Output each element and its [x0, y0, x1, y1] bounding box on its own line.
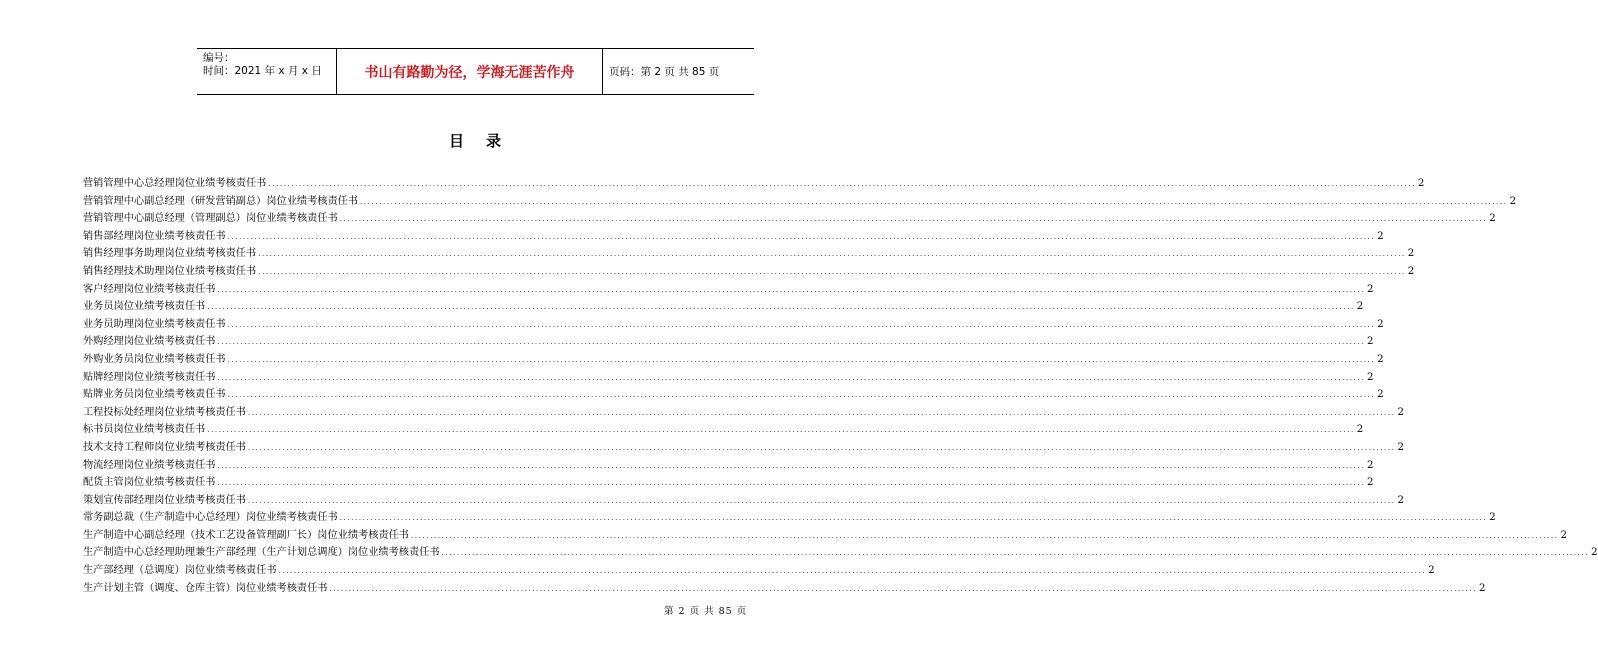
toc-entry[interactable]: [83, 508, 1496, 526]
toc-entry-page: 2: [1377, 318, 1384, 330]
toc-leader-dots: ............................................................................................................................................................................................................................................................................................................: [217, 461, 1365, 470]
toc-entry-page: 2: [1366, 283, 1374, 295]
toc-entry-label: 外购经理岗位业绩考核责任书: [83, 336, 216, 348]
toc-leader-dots: ............................................................................................................................................................................................................................................................................................................: [339, 215, 1488, 224]
toc-leader-dots: ............................................................................................................................................................................................................................................................................................................: [258, 267, 1406, 276]
toc-leader-dots: ............................................................................................................................................................................................................................................................................................................: [227, 232, 1376, 241]
toc-entry-page: 2: [1366, 477, 1374, 489]
toc-entry[interactable]: [83, 209, 1496, 227]
toc-entry-page: 2: [1417, 178, 1425, 189]
toc-entry-label: 工程投标处经理岗位业绩考核责任书: [83, 406, 246, 418]
toc-entry[interactable]: [83, 350, 1384, 368]
toc-leader-dots: ............................................................................................................................................................................................................................................................................................................: [248, 496, 1396, 505]
toc-entry-label: 贴牌经理岗位业绩考核责任书: [83, 371, 216, 383]
table-of-contents: [83, 174, 1598, 596]
header-meta: [197, 49, 337, 94]
toc-entry[interactable]: [83, 280, 1374, 298]
toc-entry-label: 营销管理中心总经理岗位业绩考核责任书: [83, 178, 267, 189]
toc-entry-label: 标书员岗位业绩考核责任书: [83, 424, 206, 436]
header-page-info: 页码：第 2 页 共 85 页: [609, 66, 720, 78]
toc-leader-dots: ............................................................................................................................................................................................................................................................................................................: [207, 426, 1355, 435]
page-footer: 第 2 页 共 85 页: [664, 606, 748, 617]
toc-leader-dots: ............................................................................................................................................................................................................................................................................................................: [248, 443, 1396, 452]
toc-leader-dots: ............................................................................................................................................................................................................................................................................................................: [339, 514, 1488, 523]
toc-entry-label: 生产计划主管（调度、仓库主管）岗位业绩考核责任书: [83, 582, 328, 594]
toc-entry[interactable]: [83, 174, 1425, 192]
toc-leader-dots: ............................................................................................................................................................................................................................................................................................................: [441, 549, 1590, 558]
toc-entry-page: 2: [1377, 389, 1384, 401]
toc-entry-label: 业务员岗位业绩考核责任书: [83, 301, 206, 313]
toc-entry-label: 常务副总裁（生产制造中心总经理）岗位业绩考核责任书: [83, 512, 338, 524]
toc-entry[interactable]: [83, 368, 1374, 386]
toc-entry[interactable]: [83, 473, 1374, 491]
toc-leader-dots: ............................................................................................................................................................................................................................................................................................................: [329, 584, 1478, 593]
toc-entry-page: 2: [1560, 529, 1568, 541]
toc-entry-page: 2: [1356, 424, 1364, 436]
toc-entry-page: 2: [1397, 441, 1405, 453]
toc-entry-label: 客户经理岗位业绩考核责任书: [83, 283, 216, 295]
toc-leader-dots: ............................................................................................................................................................................................................................................................................................................: [207, 303, 1355, 312]
toc-entry-label: 策划宣传部经理岗位业绩考核责任书: [83, 494, 246, 506]
toc-leader-dots: ............................................................................................................................................................................................................................................................................................................: [278, 567, 1427, 576]
toc-entry[interactable]: [83, 227, 1384, 245]
toc-entry-page: 2: [1397, 494, 1405, 506]
header-motto: 书山有路勤为径，学海无涯苦作舟: [337, 49, 603, 94]
toc-entry[interactable]: [83, 332, 1374, 350]
toc-entry[interactable]: [83, 561, 1435, 579]
toc-entry-label: 营销管理中心副总经理（管理副总）岗位业绩考核责任书: [83, 213, 338, 225]
toc-leader-dots: ............................................................................................................................................................................................................................................................................................................: [268, 180, 1416, 188]
toc-entry-label: 外购业务员岗位业绩考核责任书: [83, 353, 226, 365]
toc-entry-page: 2: [1407, 265, 1415, 277]
toc-entry[interactable]: [83, 420, 1364, 438]
toc-leader-dots: ............................................................................................................................................................................................................................................................................................................: [217, 373, 1365, 382]
page-title: 目录: [448, 132, 523, 150]
toc-entry-label: 技术支持工程师岗位业绩考核责任书: [83, 441, 246, 453]
toc-leader-dots: ............................................................................................................................................................................................................................................................................................................: [227, 320, 1376, 329]
toc-entry[interactable]: [83, 315, 1384, 333]
toc-entry-label: 贴牌业务员岗位业绩考核责任书: [83, 389, 226, 401]
page-header: [197, 48, 754, 95]
toc-entry[interactable]: [83, 403, 1405, 421]
toc-leader-dots: ............................................................................................................................................................................................................................................................................................................: [217, 479, 1365, 488]
toc-entry[interactable]: [83, 491, 1405, 509]
toc-entry-label: 生产制造中心总经理助理兼生产部经理（生产计划总调度）岗位业绩考核责任书: [83, 547, 440, 559]
toc-leader-dots: ............................................................................................................................................................................................................................................................................................................: [258, 250, 1406, 259]
toc-entry-label: 销售部经理岗位业绩考核责任书: [83, 230, 226, 242]
toc-entry-page: 2: [1489, 512, 1496, 524]
document-number-label: 编号：: [203, 52, 235, 64]
toc-entry-page: 2: [1366, 459, 1374, 471]
toc-entry-page: 2: [1407, 248, 1415, 260]
toc-leader-dots: ............................................................................................................................................................................................................................................................................................................: [217, 338, 1365, 347]
toc-entry-page: 2: [1377, 230, 1384, 242]
toc-entry-label: 营销管理中心副总经理（研发营销副总）岗位业绩考核责任书: [83, 195, 359, 207]
document-date: 时间：2021 年 x 月 x 日: [203, 65, 322, 77]
toc-entry-label: 销售经理事务助理岗位业绩考核责任书: [83, 248, 257, 260]
toc-entry[interactable]: [83, 543, 1598, 561]
toc-entry-page: 2: [1489, 213, 1496, 225]
toc-entry-label: 销售经理技术助理岗位业绩考核责任书: [83, 265, 257, 277]
toc-entry-page: 2: [1397, 406, 1405, 418]
toc-entry-page: 2: [1479, 582, 1486, 594]
toc-entry-label: 业务员助理岗位业绩考核责任书: [83, 318, 226, 330]
toc-entry-page: 2: [1356, 301, 1364, 313]
toc-entry-label: 物流经理岗位业绩考核责任书: [83, 459, 216, 471]
toc-entry[interactable]: [83, 456, 1374, 474]
toc-entry[interactable]: [83, 262, 1415, 280]
toc-entry-label: 配货主管岗位业绩考核责任书: [83, 477, 216, 489]
toc-entry[interactable]: [83, 244, 1415, 262]
toc-entry-page: 2: [1428, 565, 1435, 577]
toc-entry-page: 2: [1509, 195, 1517, 207]
toc-entry[interactable]: [83, 579, 1486, 597]
toc-leader-dots: ............................................................................................................................................................................................................................................................................................................: [217, 285, 1365, 294]
toc-entry-page: 2: [1591, 547, 1598, 559]
toc-entry[interactable]: [83, 192, 1517, 210]
toc-leader-dots: ............................................................................................................................................................................................................................................................................................................: [227, 355, 1376, 364]
toc-entry[interactable]: [83, 385, 1384, 403]
toc-entry-page: 2: [1366, 371, 1374, 383]
toc-leader-dots: ............................................................................................................................................................................................................................................................................................................: [227, 391, 1376, 400]
toc-entry-page: 2: [1366, 336, 1374, 348]
toc-entry-page: 2: [1377, 353, 1384, 365]
toc-entry[interactable]: [83, 438, 1405, 456]
toc-leader-dots: ............................................................................................................................................................................................................................................................................................................: [411, 531, 1559, 540]
toc-leader-dots: ............................................................................................................................................................................................................................................................................................................: [248, 408, 1396, 417]
toc-leader-dots: ............................................................................................................................................................................................................................................................................................................: [360, 197, 1508, 206]
toc-entry-label: 生产部经理（总调度）岗位业绩考核责任书: [83, 565, 277, 577]
toc-entry[interactable]: [83, 526, 1568, 544]
toc-entry[interactable]: [83, 297, 1364, 315]
toc-entry-label: 生产制造中心副总经理（技术工艺设备管理副厂长）岗位业绩考核责任书: [83, 529, 409, 541]
